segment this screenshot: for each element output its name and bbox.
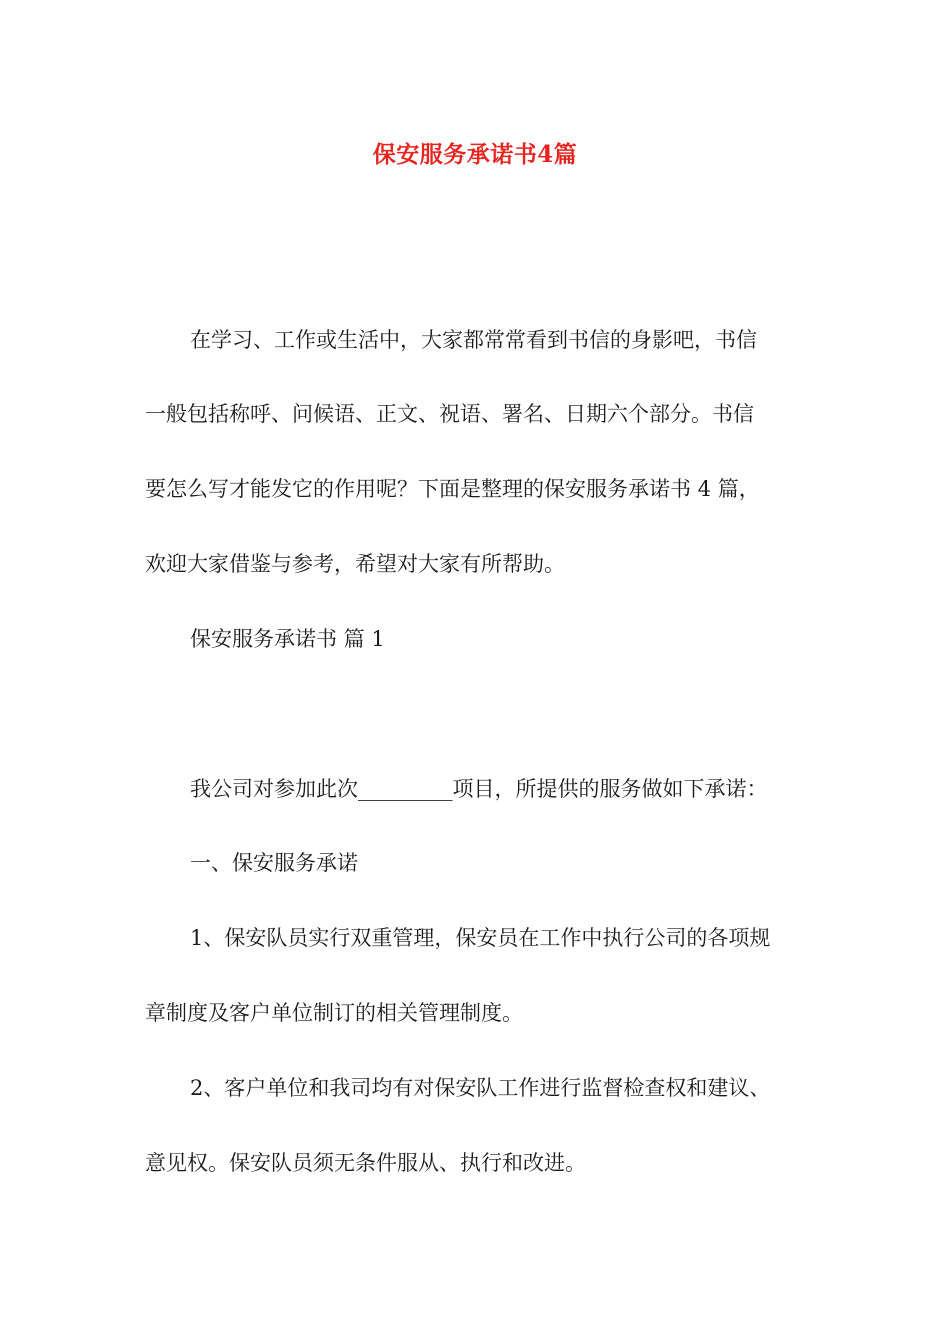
section-heading: 保安服务承诺书 篇 1 [190,627,385,651]
section-heading: 一、保安服务承诺 [190,851,358,875]
paragraph-line: 欢迎大家借鉴与参考，希望对大家有所帮助。 [145,552,565,576]
paragraph-line: 1、保安队员实行双重管理，保安员在工作中执行公司的各项规 [190,926,771,950]
paragraph-line: 意见权。保安队员须无条件服从、执行和改进。 [145,1151,586,1175]
paragraph-line: 2、客户单位和我司均有对保安队工作进行监督检查权和建议、 [190,1076,771,1100]
paragraph-line: 在学习、工作或生活中，大家都常常看到书信的身影吧，书信 [190,328,757,352]
paragraph-line: 我公司对参加此次_________项目，所提供的服务做如下承诺： [190,777,768,801]
paragraph-line: 一般包括称呼、问候语、正文、祝语、署名、日期六个部分。书信 [145,402,754,426]
document-title: 保安服务承诺书4篇 [372,141,578,168]
paragraph-line: 要怎么写才能发它的作用呢？下面是整理的保安服务承诺书 4 篇， [145,477,760,501]
paragraph-line: 章制度及客户单位制订的相关管理制度。 [145,1001,523,1025]
